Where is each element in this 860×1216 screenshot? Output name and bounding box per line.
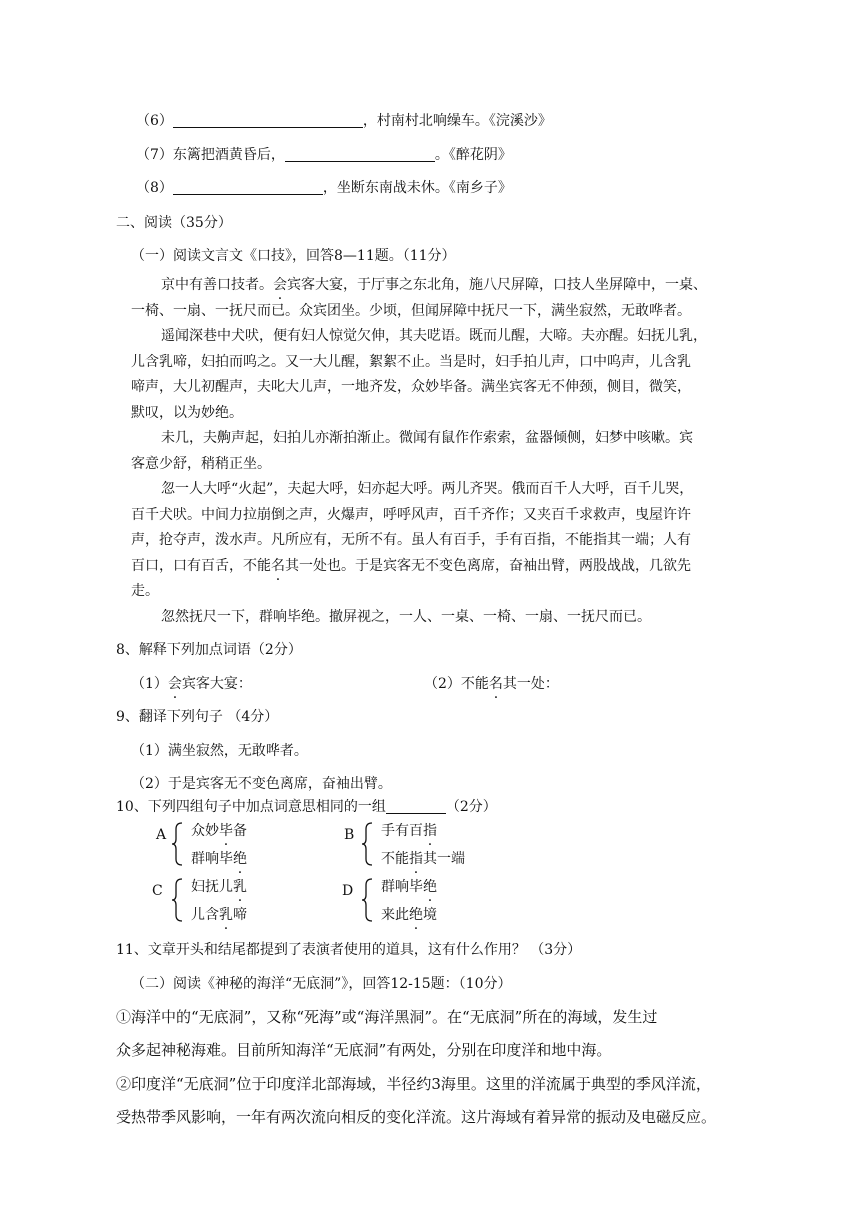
item-number: （6） — [136, 113, 173, 129]
text-line: 忽然抚尺一下，群响毕绝。撤屏视之，一人、一桌、一椅、一扇、一抚尺而已。 — [161, 609, 651, 625]
answer-blank[interactable] — [386, 797, 446, 814]
dotted-word: 名 — [488, 676, 503, 692]
dotted-word: 名 — [271, 558, 285, 574]
question-8-title: 8、解释下列加点词语（2分） — [116, 642, 302, 658]
question-11: 11、文章开头和结尾都提到了表演者使用的道具，这有什么作用？ （3分） — [116, 942, 582, 958]
poem-text: ，坐断东南战未休。《南乡子》 — [322, 180, 512, 196]
option-D-line-2: 来此绝境 — [381, 907, 437, 923]
answer-blank[interactable] — [173, 111, 363, 128]
option-C-line-1: 妇抚儿乳 — [191, 879, 247, 895]
brace-icon — [361, 878, 373, 922]
part2-intro: （二）阅读《神秘的海洋“无底洞”》，回答12-15题：（10分） — [131, 976, 512, 992]
question-8-item-1: （1）会宾客大宴： — [131, 676, 252, 692]
part1-intro: （一）阅读文言文《口技》，回答8—11题。（11分） — [131, 248, 456, 264]
question-8-item-2: （2）不能名其一处： — [424, 676, 559, 692]
option-B-line-1: 手有百指 — [381, 823, 437, 839]
answer-blank[interactable] — [285, 145, 435, 162]
poem-line-7 — [136, 145, 512, 165]
option-A-line-1: 众妙毕备 — [191, 823, 247, 839]
poem-text: 。《醉花阴》 — [434, 147, 512, 163]
dotted-word: 会 — [273, 277, 287, 293]
dotted-word: 指 — [423, 823, 437, 839]
text-line: 遥闻深巷中犬吠，便有妇人惊觉欠伸，其夫呓语。既而儿醒，大啼。夫亦醒。妇抚儿乳， — [161, 328, 707, 344]
text-line: 众多起神秘海难。目前所知海洋“无底洞”有两处，分别在印度洋和地中海。 — [116, 1041, 612, 1059]
dotted-word: 绝 — [423, 879, 437, 895]
option-A-label: A — [156, 827, 167, 843]
dotted-word: 指 — [409, 851, 423, 867]
brace-icon — [171, 878, 183, 922]
answer-blank[interactable] — [173, 178, 323, 195]
text-line: 默叹，以为妙绝。 — [131, 405, 243, 421]
section-heading: 二、阅读（35分） — [116, 215, 232, 231]
question-9-sentence-1: （1）满坐寂然，无敢哗者。 — [131, 743, 308, 759]
text-line: 受热带季风影响，一年有两次流向相反的变化洋流。这片海域有着异常的振动及电磁反应。 — [116, 1108, 717, 1126]
dotted-word: 绝 — [233, 851, 247, 867]
dotted-word: 会 — [167, 676, 182, 692]
question-9-title: 9、翻译下列句子 （4分） — [116, 709, 279, 725]
question-10-title: 10、下列四组句子中加点词意思相同的一组 （2分） — [116, 799, 497, 815]
brace-icon — [361, 822, 373, 866]
text-line: 啼声，大儿初醒声，夫叱大儿声，一地齐发，众妙毕备。满坐宾客无不伸颈，侧目，微笑， — [131, 379, 691, 395]
text-line: 走。 — [131, 583, 159, 599]
poem-text: 东篱把酒黄昏后， — [172, 147, 285, 163]
item-number: （8） — [136, 180, 173, 196]
poem-line-8 — [136, 178, 512, 198]
option-D-line-1: 群响毕绝 — [381, 879, 437, 895]
text-line: 客意少舒，稍稍正坐。 — [131, 456, 271, 472]
dotted-word: 绝 — [409, 907, 423, 923]
dotted-word: 乳 — [219, 907, 233, 923]
item-number: （7） — [136, 147, 173, 163]
text-line: 京中有善口技者。会宾客大宴，于厅事之东北角，施八尺屏障，口技人坐屏障中，一桌、 — [161, 277, 707, 293]
dotted-word: 毕 — [219, 823, 233, 839]
text-line: 一椅、一扇、一抚尺而已。众宾团坐。少顷，但闻屏障中抚尺一下，满坐寂然，无敢哗者。 — [131, 303, 691, 319]
brace-icon — [171, 822, 183, 866]
poem-line-6 — [136, 111, 552, 131]
option-B-label: B — [344, 827, 355, 843]
text-line: ①海洋中的“无底洞”，又称“死海”或“海洋黑洞”。在“无底洞”所在的海域，发生过 — [116, 1008, 658, 1026]
option-A-line-2: 群响毕绝 — [191, 851, 247, 867]
text-line: 未几，夫齁声起，妇拍儿亦渐拍渐止。微闻有鼠作作索索，盆器倾侧，妇梦中咳嗽。宾 — [161, 430, 693, 446]
text-line: 儿含乳啼，妇拍而呜之。又一大儿醒，絮絮不止。当是时，妇手拍儿声，口中呜声，儿含乳 — [131, 354, 691, 370]
option-C-label: C — [152, 883, 163, 899]
dotted-word: 乳 — [233, 879, 247, 895]
poem-text: ，村南村北响缲车。《浣溪沙》 — [362, 113, 552, 129]
text-line: 忽一人大呼“火起”，夫起大呼，妇亦起大呼。两儿齐哭。俄而百千人大呼，百千儿哭， — [161, 481, 694, 497]
text-line: 百口，口有百舌，不能名其一处也。于是宾客无不变色离席，奋袖出臂，两股战战，几欲先 — [131, 558, 691, 574]
question-9-sentence-2: （2）于是宾客无不变色离席，奋袖出臂。 — [131, 776, 392, 792]
option-C-line-2: 儿含乳啼 — [191, 907, 247, 923]
option-D-label: D — [342, 883, 354, 899]
option-B-line-2: 不能指其一端 — [381, 851, 465, 867]
text-line: 百千犬吠。中间力拉崩倒之声，火爆声，呼呼风声，百千齐作；又夹百千求救声，曳屋许许 — [131, 507, 691, 523]
text-line: 声，抢夺声，泼水声。凡所应有，无所不有。虽人有百手，手有百指，不能指其一端；人有 — [131, 532, 691, 548]
text-line: ②印度洋“无底洞”位于印度洋北部海域，半径约3海里。这里的洋流属于典型的季风洋流， — [116, 1075, 711, 1093]
